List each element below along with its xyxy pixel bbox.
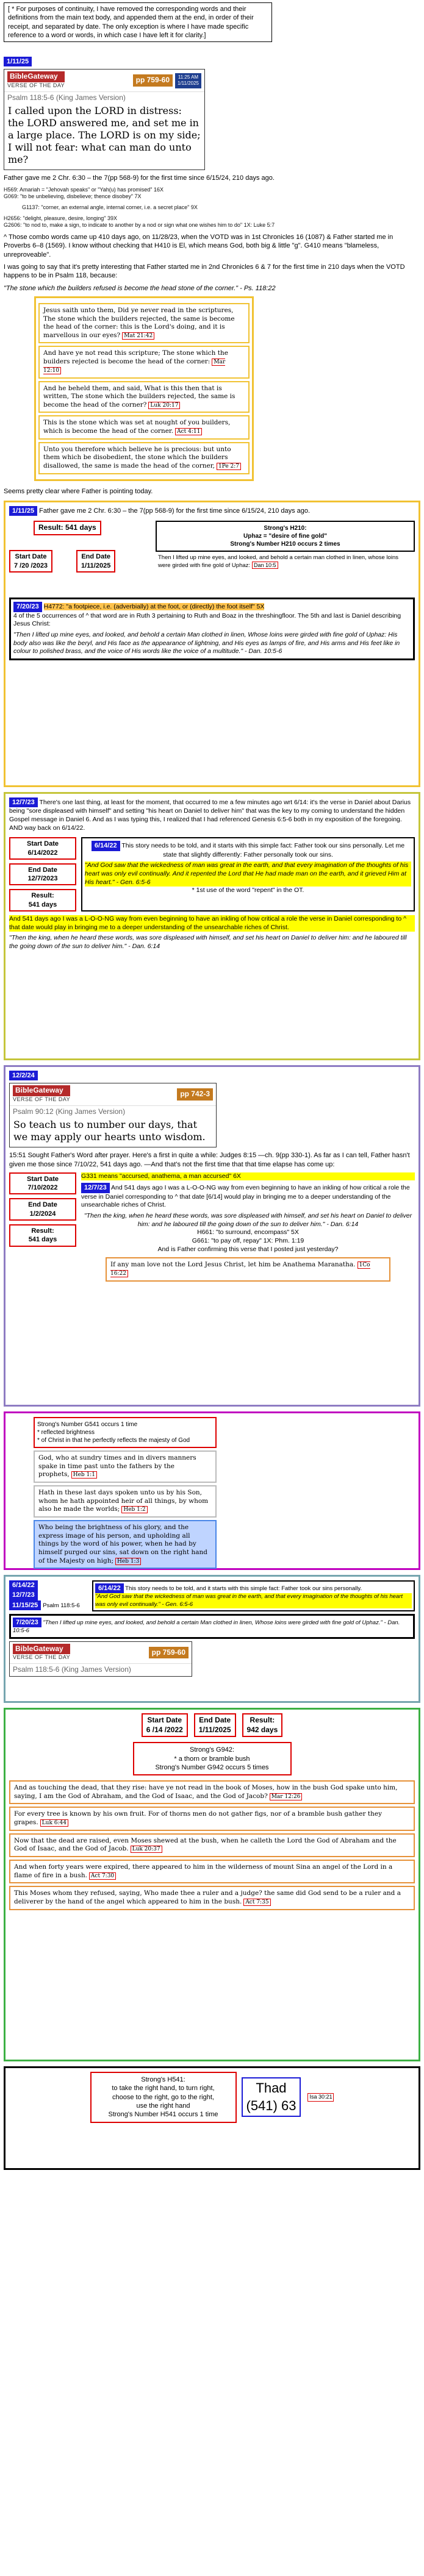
result-box: Result: 942 days (242, 1713, 283, 1737)
section-brightness (4, 1411, 420, 1570)
votd-card: BibleGateway VERSE OF THE DAY pp 759-60 Psalm 118:5-6 (King James Version) (9, 1641, 192, 1677)
section-bush (4, 1708, 420, 2061)
start-date-box: Start Date 6 /14 /2022 (142, 1713, 188, 1737)
start-date-box: Start Date 6/14/2022 (9, 837, 76, 860)
date-chip: 6/14/22 (9, 1580, 38, 1590)
strongs-box: Strong's G942: * a thorn or bramble bush Strong's Number G942 occurs 5 times (133, 1742, 292, 1775)
paragraph: 15:51 Sought Father's Word after prayer. Here's a first in quite a while: Judges 8:15 —ch. 9(pp 330-1). As far as I can tell, Father hasn't given me those since 7/10/22, 541 days ago. —And that's not the first time that that time elapse has come up: (9, 1152, 410, 1168)
dan-quote: "Then the king, when he heard these words, was sore displeased with himself, and set his heart on Daniel to deliver him: and he laboured till the going down of the sun to deliver him." - Dan. 6:14 (84, 1212, 412, 1228)
date-chip: 11/15/25 (9, 1600, 41, 1610)
verse: And as touching the dead, that they rise: have ye not read in the book of Moses, how in the bush God spake unto him, saying, I am the God of Abraham, and the God of Isaac, and the God of Jacob? Mar 12:26 (9, 1780, 415, 1804)
result-box: Result: 541 days (34, 521, 101, 535)
date-chip: 1/11/25 (4, 57, 32, 66)
page-ref: pp 759-60 (133, 74, 173, 87)
result-box: Result: 541 days (9, 889, 76, 912)
end-date-box: End Date 1/2/2024 (9, 1198, 76, 1221)
g661-line: G661: "to pay off, repay" 1X: Phm. 1:19 (192, 1236, 304, 1244)
paragraph: Father gave me 2 Chr. 6:30 – the 7(pp 568-9) for the first time since 6/15/24, 210 days ago. (4, 174, 275, 182)
quote-box: And have ye not read this scripture; The stone which the builders rejected is become the head of the corner: Mar 12:10 (38, 346, 250, 378)
paragraph: 4 of the 5 occurrences of ^ that word are in Ruth 3 pertaining to Ruth and Boaz in the threshingfloor. The 5th and last is Daniel describing Jesus Christ: (13, 612, 401, 628)
votd-label: VERSE OF THE DAY (7, 82, 65, 89)
cor-verse: If any man love not the Lord Jesus Christ, let him be Anathema Maranatha. 1Co 16:22 (106, 1257, 390, 1281)
h4772-line: 7/20/23 H4772: "a footpiece, i.e. (adverbially) at the foot, or (directly) the foot itself" 5X (13, 602, 411, 612)
page-ref: pp 742-3 (177, 1088, 213, 1101)
isa-ref: Isa 30:21 (307, 2093, 334, 2102)
quote-box: Jesus saith unto them, Did ye never read in the scriptures, The stone which the builders rejected, the same is become the head of the corner: this is the Lord's doing, and it is marvellous in our eyes? Mat 21:42 (38, 303, 250, 344)
quote-stack (34, 296, 254, 481)
paragraph: Seems pretty clear where Father is pointing today. (4, 487, 153, 495)
h661-line: H661: "to surround, encompass" 5X (197, 1229, 299, 1236)
section-collage: 6/14/22 12/7/23 11/15/25 Psalm 118:5-6 6/14/22 This story needs to be told, and it starts with this simple fact: Father took our sins personally. "And God saw that the wickedness of man was great in the earth, and that every imagination of the thoughts of his heart was only evil continually." - Gen. 6:5-6 7/20/23 "Then I lifted up mine eyes, and looked, and behold a certain Man clothed in linen, Whose loins were girded with fine gold of Uphaz." - Dan. 10:5-6 BibleGateway VERSE OF THE DAY pp 759-60 Psalm 118:5-6 (King James Version) (4, 1575, 420, 1703)
timestamp: 11:25 AM 1/11/2025 (175, 73, 201, 88)
section-uphaz (4, 501, 420, 787)
scripture-quote: "The stone which the builders refused is become the head stone of the corner." - Ps. 118:22 (4, 284, 276, 292)
section-darius (4, 792, 420, 1060)
paragraph: And is Father confirming this verse that I posted just yesterday? (157, 1245, 339, 1253)
sample-text: 6/14/22 This story needs to be told, and it starts with this simple fact: Father took our sins personally. (95, 1583, 412, 1593)
start-date-box: Start Date 7/10/2022 (9, 1172, 76, 1195)
strongs-box: Strong's H210: Uphaz = "desire of fine gold" Strong's Number H210 occurs 2 times (156, 521, 415, 552)
strongs-box: Strong's H541: to take the right hand, to turn right, choose to the right, go to the right, use the right hand Strong's Number H541 occurs 1 time (90, 2072, 237, 2122)
dan-quote: "Then the king, when he heard these words, was sore displeased with himself, and set his heart on Daniel to deliver him: and he laboured till the going down of the sun to deliver him." - Dan. 6:14 (9, 934, 407, 950)
end-date-box: End Date 1/11/2025 (76, 550, 115, 573)
thad-box: Thad (541) 63 (242, 2077, 301, 2117)
paragraph: And 541 days ago I was a L-O-O-NG way from even beginning to have an inkling of how critical a role the verse in Daniel corresponding to ^ that date would play in bringing me to a deeper understanding of the unsearchable riches of Christ. (9, 915, 415, 932)
definitions: H569: Amariah = "Jehovah speaks" or "Yah(u) has promised" 16X G069: "to be unbelieving, disbelieve; thence disobey" 7X G1137: "corner, an external angle, internal corner, i.e. a secret place" 9X H2656: "delight, pleasure, desire, longing" 39X G2606: "to nod to, make a sign, to indicate to another by a nod or sign what one wishes him to do" 1X: Luke 5:7 (4, 186, 275, 229)
paragraph: 12/7/23 And 541 days ago I was a L-O-O-NG way from even beginning to have an inkling of how critical a role the verse in Daniel corresponding to ^ that date [6/14] would play in bringing me to a deeper understanding of the unsearchable riches of Christ. (81, 1184, 410, 1209)
end-date-box: End Date 1/11/2025 (194, 1713, 236, 1737)
gen-quote: "And God saw that the wickedness of man was great in the earth, and that every imagination of the thoughts of his heart was only evil continually. And it repented the Lord that He had made man on the earth, and it grieved Him at His heart." - Gen. 6:5-6 (85, 862, 411, 887)
votd-card: BibleGateway VERSE OF THE DAY pp 742-3 Psalm 90:12 (King James Version) So teach us to number our days, that we may apply our hearts unto wisdom. (9, 1083, 217, 1147)
section-right-hand (4, 2066, 420, 2170)
quote-box: This is the stone which was set at nought of you builders, which is become the head of the corner. Act 4:11 (38, 415, 250, 439)
verse: Hath in these last days spoken unto us by his Son, whom he hath appointed heir of all things, by whom also he made the worlds; Heb 1:2 (34, 1485, 217, 1518)
result-box: Result: 541 days (9, 1224, 76, 1247)
sample-text: 6/14/22 This story needs to be told, and it starts with this simple fact: Father took our sins personally. Let me state that slightly differently: Father personally took our sins. (85, 841, 411, 859)
quote-box: Unto you therefore which believe he is precious: but unto them which be disobedient, the stone which the builders disallowed, the same is made the head of the corner, 1Pe 2:7 (38, 442, 250, 474)
paragraph: I was going to say that it's pretty interesting that Father started me in 2nd Chronicles 6 & 7 for the first time in 210 days when the VOTD happens to be in Psalm 118, because: (4, 263, 405, 280)
quote-box: And he beheld them, and said, What is this then that is written, The stone which the builders rejected, the same is become the head of the corner? Luk 20:17 (38, 381, 250, 413)
votd-text: I called upon the LORD in distress: the LORD answered me, and set me in a large place. The LORD is on my side; I will not fear: what can man do unto me? (8, 105, 201, 166)
votd-reference: Psalm 118:5-6 (King James Version) (7, 93, 126, 102)
verse: And when forty years were expired, there appeared to him in the wilderness of mount Sina an angel of the Lord in a flame of fire in a bush. Act 7:30 (9, 1860, 415, 1883)
g331-line: G331 means "accursed, anathema, a man accursed" 6X (81, 1172, 415, 1181)
start-date-box: Start Date 7 /20 /2023 (9, 550, 52, 573)
footnote: * 1st use of the word "repent" in the OT. (192, 887, 304, 894)
dan-quote: 7/20/23 "Then I lifted up mine eyes, and looked, and behold a certain Man clothed in linen, Whose loins were girded with fine gold of Uphaz." - Dan. 10:5-6 (9, 1614, 415, 1639)
date-line: 12/7/23 There's one last thing, at least for the moment, that occurred to me a few minutes ago wrt 6/14: it's the verse in Daniel about Darius being "sore displeased with himself" and setting "his heart on Daniel to deliver him" that was the key to my coming to understand the hidden Gospel message in Daniel 6. And as I was typing this, I realized that I had referenced Genesis 6:5-6 both in my exposition of the foregoing. AND way back on 6/14/22. (9, 799, 411, 832)
section-anathema (4, 1065, 420, 1407)
date-chip: 12/7/23 (9, 1590, 38, 1600)
biblegateway-logo: BibleGateway (13, 1085, 70, 1096)
dan-verse: Then I lifted up mine eyes, and looked, and behold a certain man clothed in linen, whose loins were girded with fine gold of Uphaz: Dan 10:5 (158, 554, 398, 569)
votd-card (4, 69, 205, 170)
date-chip: 12/2/24 (9, 1071, 38, 1080)
votd-text: So teach us to number our days, that we may apply our hearts unto wisdom. (13, 1119, 206, 1143)
votd-header (4, 70, 204, 91)
biblegateway-logo: BibleGateway (7, 71, 65, 82)
gen-quote: "And God saw that the wickedness of man was great in the earth, and that every imagination of the thoughts of his heart was only evil continually." - Gen. 6:5-6 (95, 1593, 412, 1608)
verse: Now that the dead are raised, even Moses shewed at the bush, when he calleth the Lord the God of Abraham and the God of Isaac, and the God of Jacob. Luk 20:37 (9, 1833, 415, 1857)
end-date-box: End Date 12/7/2023 (9, 863, 76, 886)
strongs-box: Strong's Number G541 occurs 1 time * reflected brightness * of Christ in that he perfectly reflects the majesty of God (34, 1417, 217, 1448)
verse: God, who at sundry times and in divers manners spake in time past unto the fathers by the prophets, Heb 1:1 (34, 1450, 217, 1483)
paragraph: ^ Those combo words came up 410 days ago, on 11/28/23, when the VOTD was in 1st Chronicles 16 (1087) & Father started me in Proverbs 6–8 (1569). I know without checking that H410 is El, which means God, both big & little "g". G410 means "blameless, unreproveable". (4, 234, 393, 259)
verse: This Moses whom they refused, saying, Who made thee a ruler and a judge? the same did God send to be a ruler and a deliverer by the hand of the angel which appeared to him in the bush. Act 7:35 (9, 1886, 415, 1910)
dan-quote: "Then I lifted up mine eyes, and looked, and behold a certain Man clothed in linen, Whose loins were girded with fine gold of Uphaz: His body also was like the beryl, and His face as the appearance of lightning, and His eyes as lamps of fire, and His arms and His feet like in colour to polished brass, and the voice of His words like the voice of a multitude." - Dan. 10:5-6 (13, 630, 400, 655)
verse: For every tree is known by his own fruit. For of thorns men do not gather figs, nor of a bramble bush gather they grapes. Luk 6:44 (9, 1807, 415, 1830)
verse: Who being the brightness of his glory, and the express image of his person, and upholding all things by the word of his power, when he had by himself purged our sins, sat down on the right hand of the Majesty on high; Heb 1:3 (34, 1520, 217, 1569)
date-line: 1/11/25 Father gave me 2 Chr. 6:30 – the 7(pp 568-9) for the first time since 6/15/24, 210 days ago. (9, 506, 415, 516)
intro-note: [ * For purposes of continuity, I have removed the corresponding words and their definitions from the main text body, and appended them at the end, in order of their receipt, and separated by date. The only exception is where I have made specific reference to a word or words, in which case I have left it for clarity.] (4, 2, 272, 42)
